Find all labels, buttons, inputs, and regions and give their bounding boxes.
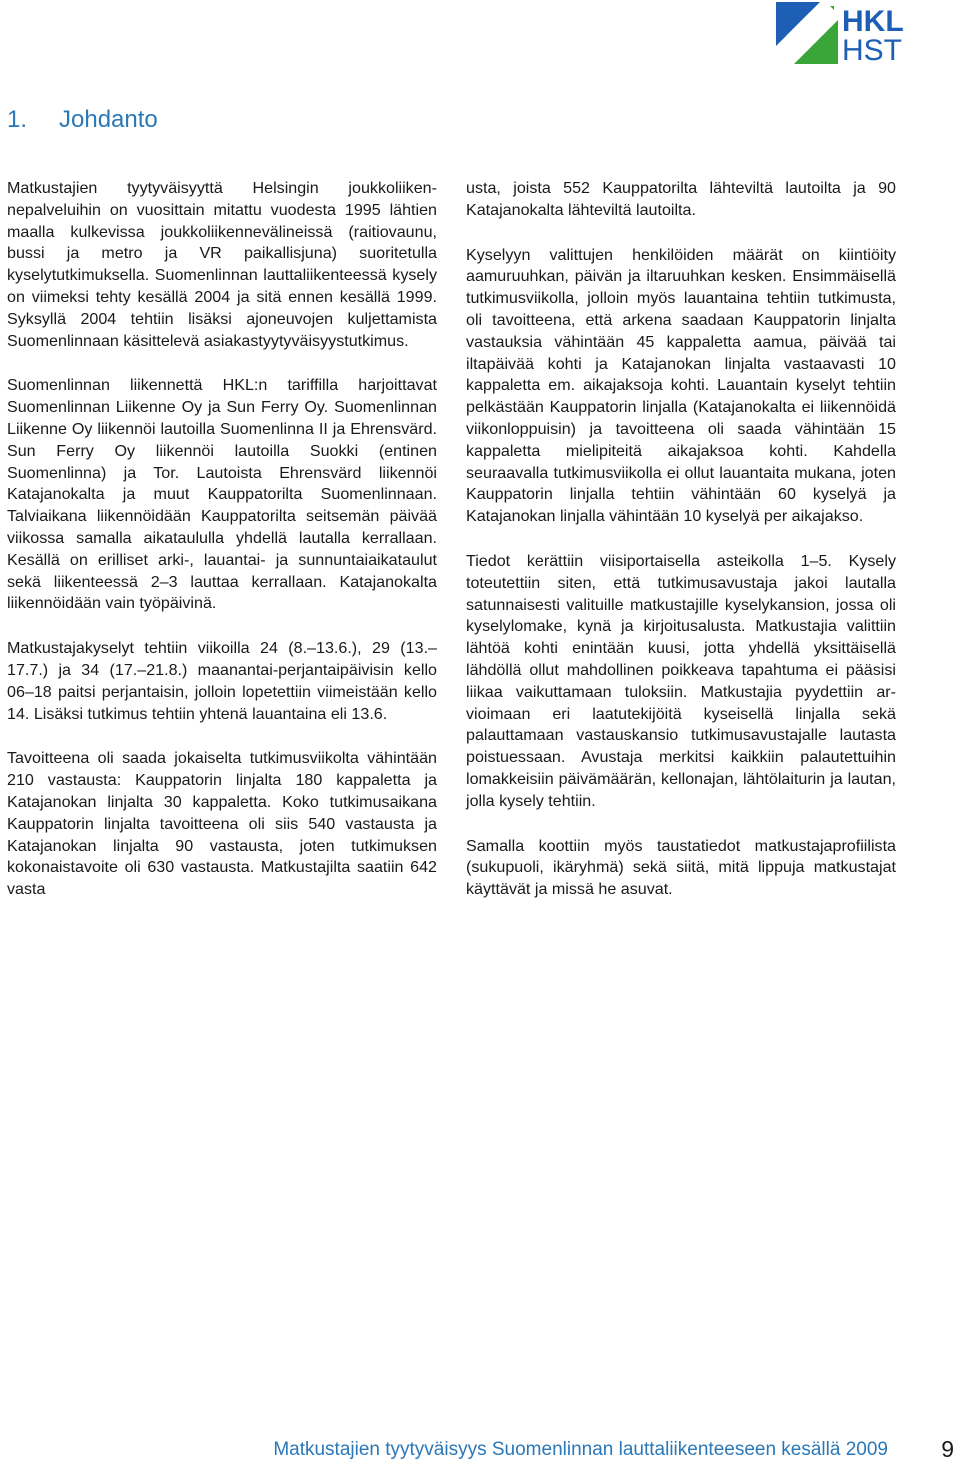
hkl-emblem-icon xyxy=(776,2,838,64)
left-column xyxy=(7,178,437,924)
page-number: 9 xyxy=(941,1436,954,1462)
paragraph: Matkustajien tyytyväisyyttä Helsingin joukkoliikennepalveluihin on vuosittain mitattu vuodesta 1995 lähtien maalla kulkevissa joukkoliikennevälineissä (raitiovaunu, bussi ja metro ja VR paikallisjuna) suoritetulla kyselytutkimuksella. Suomenlinnan lauttaliikenteessä kysely on viimeksi tehty kesällä 2004 ja sitä ennen kesällä 1999. Syksyllä 2004 tehtiin lisäksi ajoneuvojen kuljettamista Suomenlinnaan käsittelevä asiakastyytyväisyystutkimus. xyxy=(7,179,437,350)
hkl-hst-logo xyxy=(776,2,956,64)
paragraph: usta, joista 552 Kauppatorilta lähteviltä lautoilta ja 90 Katajanokalta lähteviltä lautoilta. xyxy=(466,179,896,219)
logo-line-2: HST xyxy=(842,34,902,64)
paragraph: Matkustajakyselyt tehtiin viikoilla 24 (8.–13.6.), 29 (13.–17.7.) ja 34 (17.–21.8.) maanantai-perjantaipäivisin kello 06–18 paitsi perjantaisin, jolloin lopetettiin viimeistään kello 14. Lisäksi tutkimus tehtiin yhtenä lauantaina eli 13.6. xyxy=(7,639,437,723)
footer-title: Matkustajien tyytyväisyys Suomenlinnan lauttaliikenteeseen kesällä 2009 xyxy=(273,1439,888,1460)
paragraph: Kyselyyn valittujen henkilöiden määrät on kiintiöity aamuruuhkan, päivän ja iltaruuhkan kesken. Ensimmäisellä tutkimusviikolla, jolloin myös lauantaina tehtiin tutkimusta, oli tavoitteena, että arkena saadaan Kauppatorin linjalta vastauksia vähintään 45 kappaletta aamua, päivää tai iltapäivää kohti ja Katajanokan linjalta vastaavasti 10 kappaletta em. aikajaksoja kohti. Lauantain kyselyt tehtiin pelkästään Kauppatorin linjalla (Katajanokalta ei liikennöidä viikonloppuisin) ja tavoitteena oli saada vähintään 15 kappaletta mielipiteitä aikajaksoa kohti. Kahdella seuraavalla tutkimusviikolla ei ollut lauantaita mukana, joten Kauppatorin linjalla tehtiin vähintään 60 kyselyä ja Katajanokan linjalla vähintään 10 kyselyä per aikajakso. xyxy=(466,245,896,526)
paragraph: Tavoitteena oli saada jokaiselta tutkimusviikolta vähintään 210 vastausta: Kauppatorin linjalta 180 kappaletta ja Katajanokan linjalta 30 kappaletta. Koko tutkimusaikana Kauppatorin linjalta tavoitteena oli siis 540 vastausta ja Katajanokan linjalta 90 vastausta, joten tutkimuksen kokonaistavoite oli 630 vastausta. Matkustajilta saatiin 642 vasta xyxy=(7,749,437,899)
section-title: Johdanto xyxy=(59,106,158,133)
section-heading xyxy=(7,106,158,134)
right-column xyxy=(466,178,896,924)
paragraph: Suomenlinnan liikennettä HKL:n tariffilla harjoittavat Suomenlinnan Liikenne Oy ja Sun Ferry Oy. Suomenlinnan Liikenne Oy liikennöi lautoilla Suomenlinna II ja Ehrensvärd. Sun Ferry Oy liikennöi lautoilla Suokki (entinen Suomenlinna) ja Tor. Lautoista Ehrensvärd liikennöi Katajanokalta ja muut Kauppatorilta Suomenlinnaan. Talviaikana liikennöidään Kauppatorilta seitsemän päivää viikossa samalla aikataululla yhdellä lautalla kerrallaan. Kesällä on erilliset arki-, lauantai- ja sunnuntaiaikataulut sekä liikenteessä 2–3 lauttaa kerrallaan. Katajanokalta liikennöidään vain työpäivinä. xyxy=(7,376,437,613)
paragraph: Tiedot kerättiin viisiportaisella asteikolla 1–5. Kysely toteutettiin siten, että tutkimusavustaja jakoi lautalla satunnaisesti valituille matkustajille kyselykansion, jossa oli kyselylomake, kynä ja kirjoitusalusta. Matkustajia valittiin lähtöä kohti enintään kuusi, jotta yhdellä yksittäisellä lähdöllä ollut mahdollinen poikkeava tapahtuma ei pääsisi liikaa vaikuttamaan tuloksiin. Matkustajia pyydettiin arvioimaan eri laatutekijöitä kyseisellä linjalla sekä palauttamaan vastauskansio tutkimusavustajalle lautasta poistuessaan. Avustaja merkitsi kaikkiin palautettuihin lomakkeisiin päivämäärän, kellonajan, lähtölaiturin ja lautan, jolla kysely tehtiin. xyxy=(466,551,896,810)
paragraph: Samalla koottiin myös taustatiedot matkustajaprofiilista (sukupuoli, ikäryhmä) sekä siitä, mitä lippuja matkustajat käyttävät ja missä he asuvat. xyxy=(466,836,896,899)
logo-line-1: HKL xyxy=(842,5,904,38)
section-number: 1. xyxy=(7,106,28,133)
